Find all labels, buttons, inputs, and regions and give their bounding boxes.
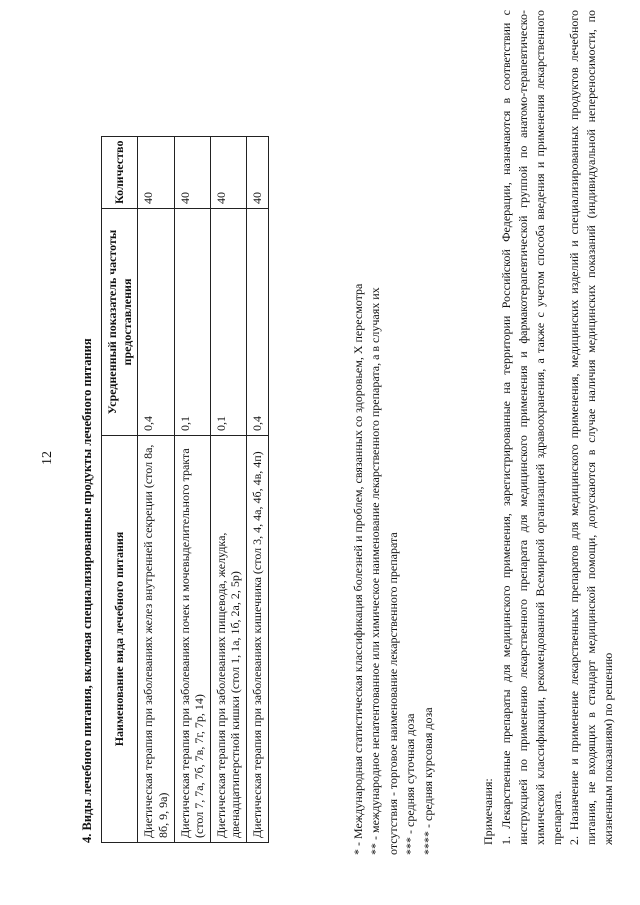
table-row bbox=[174, 136, 210, 842]
footnote: * - Международная статистическая классификация болезней и проблем, связанных со здоровьем, X пересмотра bbox=[351, 283, 365, 855]
remark-item: 2. Назначение и применение лекарственных препаратов для медицинского применения, медицинских изделий и специализированных продуктов лечебного питания, не входящих в стандарт медицинской помощи, допускаются в случае наличия медицинских показаний (индивидуальной непереносимости, по жизненным показаниям) по решению bbox=[567, 10, 616, 845]
page-number: 12 bbox=[40, 451, 55, 465]
footnote: ** - международное непатентованное или химическое наименование лекарственного препарата, а в случаях их bbox=[368, 287, 383, 855]
cell-name: Диетическая терапия при заболеваниях почек и мочевыделительного тракта (стол 7, 7а, 7б, 7в, 7г, 7р, 14) bbox=[174, 436, 210, 843]
cell-frequency: 0,4 bbox=[247, 209, 269, 436]
header-quantity: Количество bbox=[102, 136, 138, 208]
remarks-heading: Примечания: bbox=[481, 778, 495, 845]
cell-quantity: 40 bbox=[210, 136, 246, 208]
cell-frequency: 0,4 bbox=[138, 209, 174, 436]
cell-quantity: 40 bbox=[138, 136, 174, 208]
table-row bbox=[138, 136, 174, 842]
remark-item: 1. Лекарственные препараты для медицинского применения, зарегистрированные на территории Российской Федерации, назначаются в соответствии с инструкцией по применению лекарственного препарата для медицинского применения и фармакотерапевтической группой по анатомо-терапевтическо-химической классификации, рекомендованной Всемирной организацией здравоохранения, а также с учетом способа введения и применения лекарственного препарата. bbox=[499, 10, 565, 845]
cell-name: Диетическая терапия при заболеваниях кишечника (стол 3, 4, 4а, 4б, 4в, 4п) bbox=[247, 436, 269, 843]
table-row bbox=[247, 136, 269, 842]
header-name: Наименование вида лечебного питания bbox=[102, 436, 138, 843]
footnotes bbox=[350, 65, 437, 855]
cell-frequency: 0,1 bbox=[210, 209, 246, 436]
cell-name: Диетическая терапия при заболеваниях пищевода, желудка, двенадцатиперстной кишки (стол 1, 1а, 1б, 2а, 2, 5р) bbox=[210, 436, 246, 843]
cell-quantity: 40 bbox=[247, 136, 269, 208]
footnote: *** - средняя суточная доза bbox=[403, 713, 418, 855]
cell-quantity: 40 bbox=[174, 136, 210, 208]
table-header-row bbox=[102, 136, 138, 842]
footnote: отсутствия - торговое наименование лекарственного препарата bbox=[385, 532, 400, 855]
table-row bbox=[210, 136, 246, 842]
nutrition-table bbox=[101, 136, 269, 843]
remarks bbox=[480, 10, 617, 845]
header-frequency: Усредненный показатель частоты предоставления bbox=[102, 209, 138, 436]
section-title: 4. Виды лечебного питания, включая специализированные продукты лечебного питания bbox=[80, 338, 94, 843]
footnote: **** - средняя курсовая доза bbox=[420, 707, 435, 855]
cell-name: Диетическая терапия при заболеваниях желез внутренней секреции (стол 8а, 8б, 9, 9а) bbox=[138, 436, 174, 843]
cell-frequency: 0,1 bbox=[174, 209, 210, 436]
